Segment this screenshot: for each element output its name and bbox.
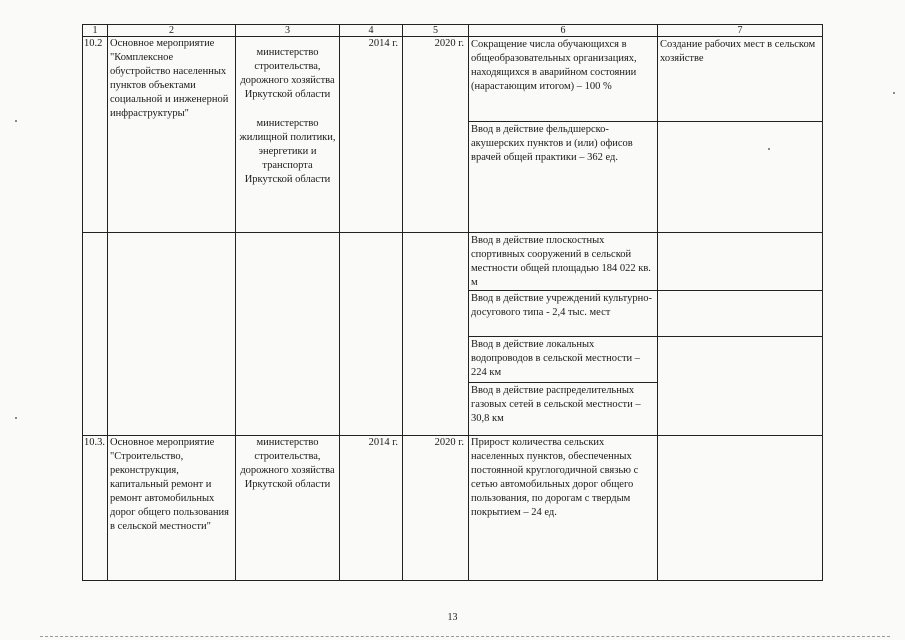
header-cell: 4 [340,25,403,37]
table-row [83,436,823,581]
link-empty [658,436,823,581]
link-empty [658,337,822,435]
result-item: Ввод в действие фельдшерско-акушерских пунктов и (или) офисов врачей общей практики – 362 ед. [471,124,633,163]
empty-cell [236,233,340,436]
header-cell: 5 [403,25,469,37]
link-text: Создание рабочих мест в сельском хозяйстве [658,37,822,122]
link-cell [658,233,823,436]
event-cell: Основное мероприятие "Комплексное обустройство населенных пунктов объектами социальной и инженерной инфраструктуры" [108,37,236,233]
scan-artifact-line [40,636,890,638]
header-cell: 2 [108,25,236,37]
result-item: Прирост количества сельских населенных пунктов, обеспеченных постоянной круглогодичной связью с сетью автомобильных дорог общего пользования, по дорогам с твердым покрытием – 24 ед. [469,436,658,581]
empty-cell [403,233,469,436]
empty-cell [83,233,108,436]
executor-name: министерство строительства, дорожного хозяйства Иркутской области [240,47,335,100]
result-item: Ввод в действие учреждений культурно-досугового типа - 2,4 тыс. мест [469,291,657,337]
executor-name: министерство жилищной политики, энергетики и транспорта Иркутской области [239,118,336,185]
row-number: 10.3. [83,436,108,581]
start-year: 2014 г. [340,37,403,233]
result-item: Ввод в действие плоскостных спортивных сооружений в сельской местности общей площадью 184 022 кв. м [469,233,657,291]
result-item: Сокращение числа обучающихся в общеобразовательных организациях, находящихся в аварийном состоянии (нарастающим итогом) – 100 % [469,37,657,122]
result-item: Ввод в действие распределительных газовых сетей в сельской местности – 30,8 км [471,385,641,424]
result-item: Ввод в действие локальных водопроводов в сельской местности – 224 км [469,337,657,383]
link-cell [658,37,823,233]
table-row [83,233,823,436]
executor-cell [236,37,340,233]
executor-name: министерство строительства, дорожного хозяйства Иркутской области [240,437,335,490]
results-cell [469,37,658,233]
start-year: 2014 г. [340,436,403,581]
header-cell: 1 [83,25,108,37]
row-number: 10.2 [83,37,108,233]
program-table [82,24,823,581]
empty-cell [108,233,236,436]
end-year: 2020 г. [403,37,469,233]
header-cell: 7 [658,25,823,37]
scan-speck [15,417,17,419]
event-cell: Основное мероприятие "Строительство, реконструкция, капитальный ремонт и ремонт автомобильных дорог общего пользования в сельской местности" [108,436,236,581]
empty-cell [340,233,403,436]
link-empty [658,233,822,291]
header-cell: 6 [469,25,658,37]
header-row [83,25,823,37]
link-empty [658,122,822,232]
executor-cell [236,436,340,581]
scan-speck [893,92,895,94]
table-row [83,37,823,233]
link-empty [658,291,822,337]
results-cell [469,233,658,436]
scan-speck [15,120,17,122]
end-year: 2020 г. [403,436,469,581]
header-cell: 3 [236,25,340,37]
page-number: 13 [447,612,458,623]
scan-speck [768,148,770,150]
